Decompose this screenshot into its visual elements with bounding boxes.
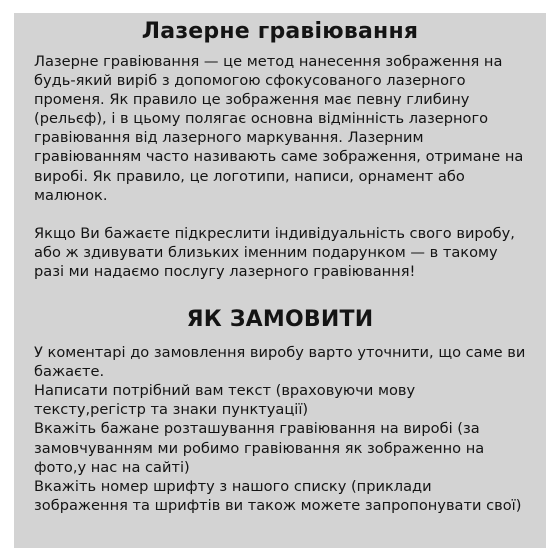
page-title: Лазерне гравіювання — [141, 19, 419, 44]
order-step: Вкажіть номер шрифту з нашого списку (приклади зображення та шрифтів ви також можете запропонувати свої) — [34, 477, 522, 514]
order-steps-list — [34, 343, 526, 515]
info-card — [14, 13, 546, 548]
order-heading: ЯК ЗАМОВИТИ — [186, 307, 374, 333]
order-step: Вкажіть бажане розташування гравіювання на виробі (за замовчуванням ми робимо гравіювання як зображенно на фото,у нас на сайті) — [34, 420, 485, 476]
offer-paragraph: Якщо Ви бажаєте підкреслити індивідуальність свого виробу, або ж здивувати близьких іменним подарунком — в такому разі ми надаємо послугу лазерного гравіювання! — [34, 224, 515, 280]
order-step: У коментарі до замовлення виробу варто уточнити, що саме ви бажаєте. — [34, 344, 526, 381]
order-step: Написати потрібний вам текст (враховуючи мову тексту,регістр та знаки пунктуації) — [34, 382, 416, 419]
intro-paragraph: Лазерне гравіювання — це метод нанесення зображення на будь-який виріб з допомогою сфокусованого лазерного променя. Як правило це зображення має певну глибину (рельєф), і в цьому полягає основна відмінність лазерного гравіювання від лазерного маркування. Лазерним гравіюванням часто називають саме зображення, отримане на виробі. Як правило, це логотипи, написи, орнамент або малюнок. — [34, 53, 524, 204]
